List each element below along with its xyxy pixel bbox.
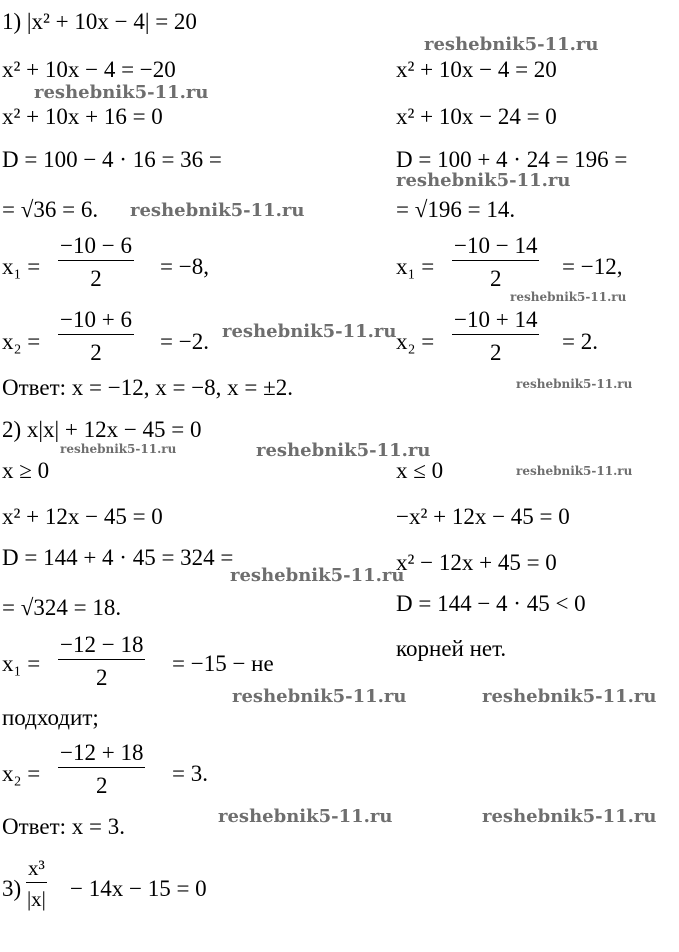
part2-right-note: корней нет. [396, 636, 507, 661]
part1-left-eq2: x² + 10x + 16 = 0 [2, 104, 163, 129]
watermark: reshebnik5-11.ru [516, 464, 633, 478]
part1-right-x1-fraction [452, 234, 539, 290]
fraction-numerator: −12 − 18 [58, 633, 145, 660]
part1-left-x1-fraction [58, 234, 134, 290]
part2-left-x2-rhs: = 3. [172, 761, 208, 786]
watermark: reshebnik5-11.ru [482, 806, 657, 827]
fraction-denominator: 2 [90, 340, 102, 365]
fraction-denominator: 2 [90, 266, 102, 291]
fraction-numerator: x³ [26, 858, 47, 883]
part1-right-x2-lhs: x₂ = [396, 329, 435, 354]
part1-right-x2-fraction [452, 308, 539, 364]
part1-left-x2-fraction [58, 308, 134, 364]
part2-left-x2-fraction [58, 741, 145, 797]
part2-left-x1-fraction [58, 633, 145, 689]
part2-left-x1-rhs: = −15 − не [172, 651, 274, 676]
fraction-numerator: −10 − 14 [452, 234, 539, 261]
part1-left-x2-lhs: x₂ = [2, 329, 41, 354]
part1-right-disc: D = 100 + 4 · 24 = 196 = [396, 147, 628, 172]
fraction-numerator: −12 + 18 [58, 741, 145, 768]
fraction-numerator: −10 + 6 [58, 308, 134, 335]
part2-right-cond: x ≤ 0 [396, 458, 444, 483]
fraction-numerator: −10 − 6 [58, 234, 134, 261]
part2-left-disc: D = 144 + 4 · 45 = 324 = [2, 545, 234, 570]
fraction-denominator: 2 [489, 266, 502, 291]
part1-left-eq1: x² + 10x − 4 = −20 [2, 57, 176, 82]
watermark: reshebnik5-11.ru [34, 82, 209, 103]
part1-right-x1-rhs: = −12, [562, 254, 623, 279]
part2-left-x1-lhs: x₁ = [2, 651, 41, 676]
part2-left-x2-lhs: x₂ = [2, 761, 41, 786]
watermark: reshebnik5-11.ru [218, 806, 393, 827]
part3-rest: − 14x − 15 = 0 [70, 876, 207, 901]
part2-left-cond: x ≥ 0 [2, 458, 50, 483]
watermark: reshebnik5-11.ru [232, 686, 407, 707]
part1-right-eq2: x² + 10x − 24 = 0 [396, 104, 557, 129]
part1-left-x2-rhs: = −2. [160, 329, 209, 354]
fraction-numerator: −10 + 14 [452, 308, 539, 335]
part1-title: 1) |x² + 10x − 4| = 20 [2, 9, 197, 34]
part1-left-root: = √36 = 6. [2, 197, 99, 222]
part1-left-x1-rhs: = −8, [160, 254, 209, 279]
part2-title: 2) x|x| + 12x − 45 = 0 [2, 417, 202, 442]
part2-answer: Ответ: x = 3. [2, 814, 126, 839]
part2-right-eq2: x² − 12x + 45 = 0 [396, 550, 557, 575]
fraction-denominator: |x| [26, 887, 46, 911]
watermark: reshebnik5-11.ru [60, 442, 177, 456]
part3-prefix: 3) [2, 876, 22, 901]
part1-right-x2-rhs: = 2. [562, 329, 598, 354]
part2-left-x1-note: подходит; [2, 705, 99, 730]
fraction-denominator: 2 [95, 773, 108, 798]
fraction-denominator: 2 [489, 340, 502, 365]
part2-left-root: = √324 = 18. [2, 595, 122, 620]
watermark: reshebnik5-11.ru [256, 440, 431, 461]
part1-answer: Ответ: x = −12, x = −8, x = ±2. [2, 375, 294, 400]
part2-right-eq1: −x² + 12x − 45 = 0 [396, 504, 570, 529]
watermark: reshebnik5-11.ru [396, 170, 571, 191]
fraction-denominator: 2 [95, 665, 108, 690]
watermark: reshebnik5-11.ru [424, 34, 599, 55]
part2-right-disc: D = 144 − 4 · 45 < 0 [396, 591, 586, 616]
part2-left-eq1: x² + 12x − 45 = 0 [2, 504, 163, 529]
part1-right-x1-lhs: x₁ = [396, 254, 435, 279]
watermark: reshebnik5-11.ru [516, 377, 633, 391]
watermark: reshebnik5-11.ru [222, 321, 397, 342]
watermark: reshebnik5-11.ru [130, 200, 305, 221]
part1-left-disc: D = 100 − 4 · 16 = 36 = [2, 147, 222, 172]
watermark: reshebnik5-11.ru [230, 565, 405, 586]
part3-fraction [26, 858, 47, 910]
part1-right-root: = √196 = 14. [396, 197, 516, 222]
watermark: reshebnik5-11.ru [482, 686, 657, 707]
part1-left-x1-lhs: x₁ = [2, 254, 41, 279]
watermark: reshebnik5-11.ru [510, 290, 627, 304]
part1-right-eq1: x² + 10x − 4 = 20 [396, 57, 557, 82]
